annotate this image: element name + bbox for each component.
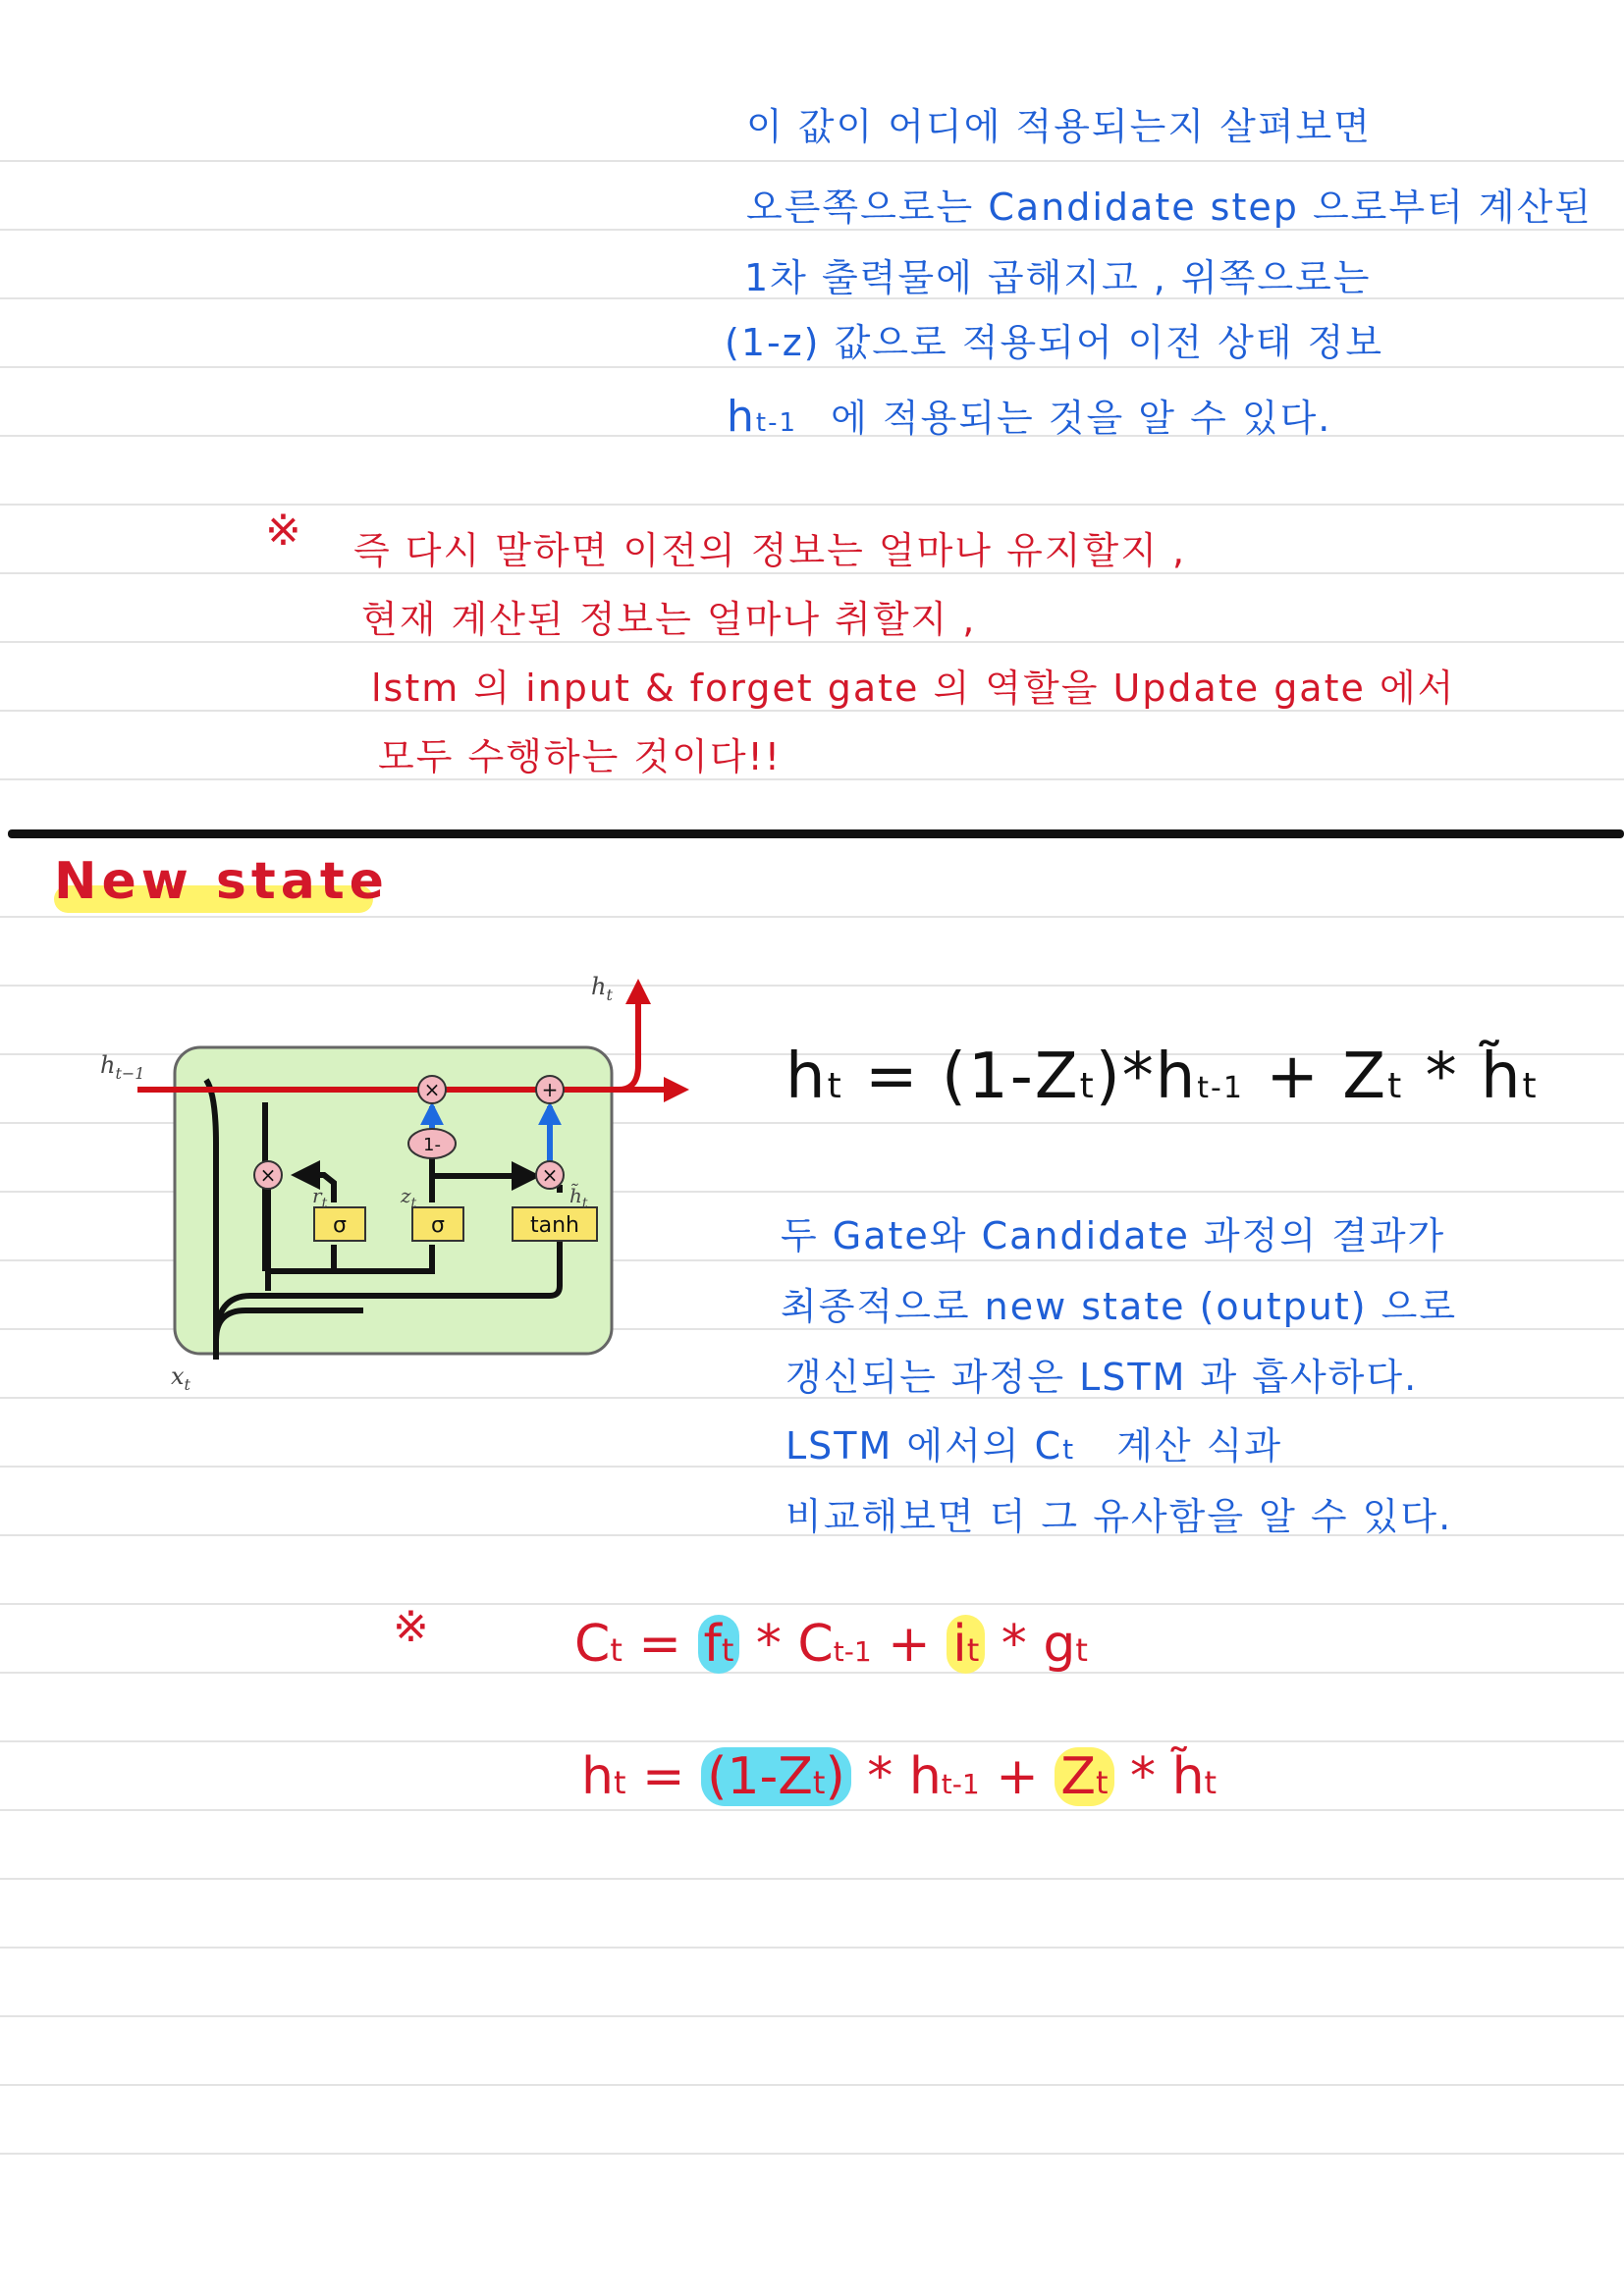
mult-label-reset: × — [259, 1163, 277, 1187]
eq-h: h — [785, 1041, 828, 1113]
note-right-line-4-tail: 계산 식과 — [1116, 1424, 1283, 1468]
note-top-line-2: 오른쪽으로는 Candidate step 으로부터 계산된 — [746, 186, 1593, 229]
gru-h-equation — [581, 1747, 1217, 1806]
note-star-line-2: 현재 계산된 정보는 얼마나 취할지 , — [361, 598, 977, 641]
c-i-sub: t — [966, 1631, 980, 1669]
note-top-line-1: 이 값이 어디에 적용되는지 살펴보면 — [746, 105, 1372, 148]
eq-z-sub: t — [1079, 1066, 1096, 1106]
input-gate-highlight — [947, 1615, 985, 1674]
h-lhs: h — [581, 1747, 614, 1806]
x-in-label: $x_t$ — [171, 1362, 190, 1394]
tanh-label: tanh — [530, 1213, 579, 1238]
note-right-line-5: 비교해보면 더 그 유사함을 알 수 있다. — [785, 1495, 1453, 1538]
note-top-line-5 — [727, 388, 1331, 442]
h-out-label: $h_t$ — [591, 973, 613, 1004]
note-top-line-4: (1-z) 값으로 적용되어 이전 상태 정보 — [725, 321, 1384, 364]
section-title-wrap — [54, 852, 389, 911]
sigma-r-label: σ — [333, 1213, 347, 1238]
eq-part-2: )*h — [1095, 1041, 1198, 1113]
h-omz: (1-Z — [707, 1747, 813, 1806]
z-label: $z_t$ — [401, 1184, 417, 1211]
z-highlight — [1055, 1747, 1113, 1806]
mult-label-top: × — [423, 1078, 441, 1101]
reference-mark-compare: ※ — [393, 1602, 431, 1652]
h-eq: = — [625, 1747, 702, 1806]
forget-gate-highlight — [698, 1615, 740, 1674]
mult-label-candidate: × — [541, 1163, 559, 1187]
h-omz-sub: t — [812, 1764, 826, 1801]
h-tm1-sub: t-1 — [941, 1768, 980, 1800]
h-htilde-sub: t — [1204, 1764, 1218, 1801]
h-close: ) — [825, 1747, 845, 1806]
eq-htilde-sub: t — [1522, 1066, 1539, 1106]
h-symbol: h — [727, 392, 756, 442]
h-prev-label: $h_{t-1}$ — [100, 1051, 145, 1083]
c-f: f — [703, 1615, 722, 1674]
h-plus: + — [979, 1747, 1056, 1806]
section-title: New state — [54, 852, 389, 911]
gru-cell-diagram — [88, 967, 717, 1394]
eq-part-1: = (1-Z — [842, 1041, 1080, 1113]
eq-part-4: * — [1403, 1041, 1481, 1113]
h-htilde: h̃ — [1171, 1747, 1205, 1806]
note-right-line-1: 두 Gate와 Candidate 과정의 결과가 — [781, 1214, 1446, 1257]
sigma-z-label: σ — [431, 1213, 445, 1238]
note-top-line-3: 1차 출력물에 곱해지고 , 위쪽으로는 — [744, 256, 1372, 299]
note-star-line-1: 즉 다시 말하면 이전의 정보는 얼마나 유지할지 , — [353, 529, 1187, 572]
h-lhs-sub: t — [613, 1764, 626, 1801]
eq-tm1-sub: t-1 — [1197, 1071, 1244, 1105]
c-lhs-sub: t — [610, 1631, 623, 1669]
section-divider — [8, 829, 1624, 838]
c-lhs: C — [574, 1615, 611, 1674]
c-eq: = — [622, 1615, 698, 1674]
h-mul1: * h — [850, 1747, 942, 1806]
note-top-line-5-text: 에 적용되는 것을 알 수 있다. — [831, 397, 1332, 440]
lstm-c-equation — [574, 1615, 1088, 1674]
c-f-sub: t — [721, 1631, 734, 1669]
one-minus-z-highlight — [701, 1747, 851, 1806]
t-minus-1-sub: t-1 — [755, 408, 798, 438]
ct-sub: t — [1062, 1433, 1076, 1466]
eq-h-sub: t — [827, 1066, 843, 1106]
c-mul2: * g — [985, 1615, 1076, 1674]
eq-htilde: h̃ — [1480, 1041, 1523, 1113]
equation-main — [785, 1041, 1539, 1113]
note-right-line-4-text: LSTM 에서의 C — [785, 1424, 1063, 1468]
reference-mark: ※ — [265, 506, 303, 556]
h-z: Z — [1060, 1747, 1096, 1806]
note-right-line-3: 갱신되는 과정은 LSTM 과 흡사하다. — [785, 1356, 1419, 1399]
note-right-line-4 — [785, 1415, 1282, 1469]
note-star-line-3: lstm 의 input & forget gate 의 역할을 Update gate 에서 — [371, 667, 1456, 710]
note-right-line-2: 최종적으로 new state (output) 으로 — [781, 1285, 1458, 1328]
eq-part-3: + Z — [1243, 1041, 1388, 1113]
c-tm1-sub: t-1 — [833, 1635, 872, 1668]
c-plus: + — [871, 1615, 947, 1674]
r-label: $r_t$ — [312, 1184, 328, 1211]
h-tilde-label: $h̃_t$ — [569, 1184, 588, 1211]
one-minus-label: 1- — [423, 1135, 441, 1155]
c-i: i — [952, 1615, 967, 1674]
eq-z2-sub: t — [1387, 1066, 1404, 1106]
c-mul1: * C — [739, 1615, 834, 1674]
plus-label: + — [541, 1078, 559, 1101]
h-z-sub: t — [1095, 1764, 1109, 1801]
c-g-sub: t — [1075, 1631, 1088, 1669]
h-mul2: * — [1113, 1747, 1172, 1806]
note-star-line-4: 모두 수행하는 것이다!! — [378, 735, 782, 778]
